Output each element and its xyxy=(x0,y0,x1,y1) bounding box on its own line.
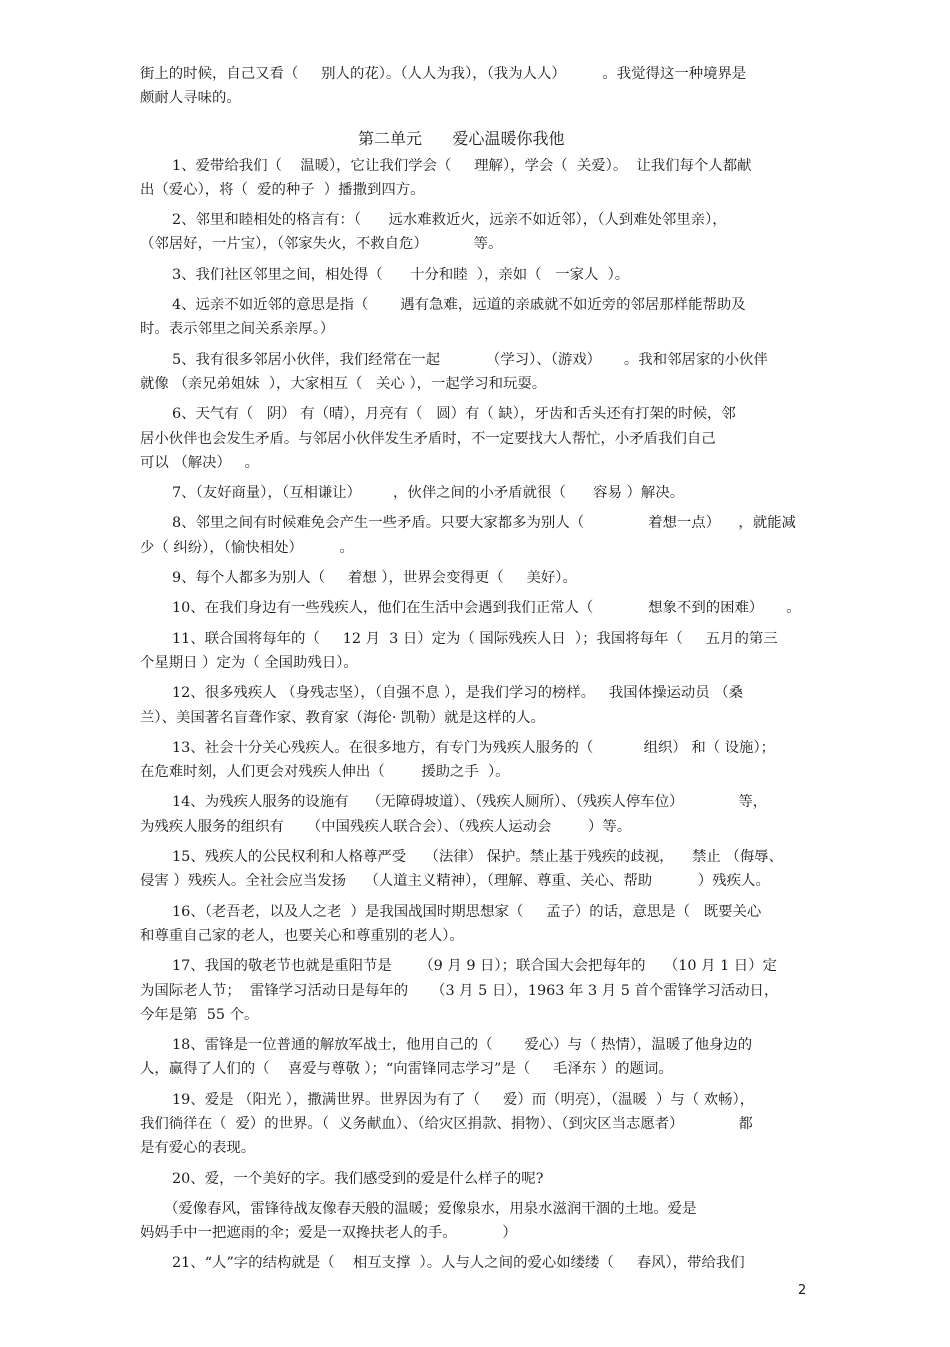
question-item xyxy=(140,566,812,590)
question-line: 18、雷锋是一位普通的解放军战士，他用自己的（ 爱心）与（ 热情），温暖了他身边的 xyxy=(172,1037,753,1054)
question-line: 21、“人”字的结构就是（ 相互支撑 ）。人与人之间的爱心如缕缕（ 春风），带给我们 xyxy=(172,1255,745,1272)
question-line: 9、每个人都多为别人（ 着想 ），世界会变得更（ 美好）。 xyxy=(172,570,577,587)
question-item xyxy=(140,348,812,397)
section-title: 第二单元 爱心温暖你我他 xyxy=(358,128,565,148)
question-line: 5、我有很多邻居小伙伴，我们经常在一起 （学习）、（游戏） 。我和邻居家的小伙伴 xyxy=(172,351,768,368)
question-line: 13、社会十分关心残疾人。在很多地方，有专门为残疾人服务的（ 组织） 和（ 设施）； xyxy=(172,739,776,756)
question-line: 为国际老人节； 雷锋学习活动日是每年的 （3 月 5 日），1963 年 3 月 5 首个雷锋学习活动日， xyxy=(140,982,779,999)
question-line: 兰）、美国著名盲聋作家、教育家（海伦· 凯勒）就是这样的人。 xyxy=(140,709,545,726)
question-line: 7、（友好商量），（互相谦让） ，伙伴之间的小矛盾就很（ 容易 ）解决。 xyxy=(172,485,685,502)
page-number: 2 xyxy=(798,1283,807,1298)
question-item xyxy=(140,208,812,257)
question-line: 居小伙伴也会发生矛盾。与邻居小伙伴发生矛盾时，不一定要找大人帮忙，小矛盾我们自己 xyxy=(140,430,716,447)
question-line: 14、为残疾人服务的设施有 （无障碍坡道）、（残疾人厕所）、（残疾人停车位） 等， xyxy=(172,794,768,811)
question-line: 10、在我们身边有一些残疾人，他们在生活中会遇到我们正常人（ 想象不到的困难） 。 xyxy=(172,600,801,617)
question-line: 是有爱心的表现。 xyxy=(140,1140,256,1157)
question-line: 1、爱带给我们（ 温暖），它让我们学会（ 理解），学会（ 关爱）。 让我们每个人都献 xyxy=(172,157,752,174)
question-item xyxy=(140,681,812,730)
question-item xyxy=(140,263,812,287)
question-line: 人，赢得了人们的（ 喜爱与尊敬 ）；“向雷锋同志学习”是（ 毛泽东 ）的题词。 xyxy=(140,1061,673,1078)
question-item xyxy=(140,596,812,620)
question-item xyxy=(140,1197,812,1246)
question-line: 为残疾人服务的组织有 （中国残疾人联合会）、（残疾人运动会 ）等。 xyxy=(140,818,632,835)
question-line: 在危难时刻，人们更会对残疾人伸出（ 援助之手 ）。 xyxy=(140,764,510,781)
question-line: （爱像春风，雷锋待战友像春天般的温暖；爱像泉水，用泉水滋润干涸的土地。爱是 xyxy=(164,1200,697,1217)
question-line: 时。表示邻里之间关系亲厚。） xyxy=(140,321,335,338)
question-item xyxy=(140,954,812,1027)
question-line: （邻居好，一片宝），（邻家失火，不救自危） 等。 xyxy=(140,236,503,253)
question-line: 就像 （亲兄弟姐妹 ），大家相互（ 关心 ），一起学习和玩耍。 xyxy=(140,375,547,392)
question-line: 和尊重自己家的老人，也要关心和尊重别的老人）。 xyxy=(140,927,464,944)
question-line: 妈妈手中一把遮雨的伞；爱是一双搀扶老人的手。 ） xyxy=(140,1225,517,1242)
question-item xyxy=(140,845,812,894)
question-item xyxy=(140,511,812,560)
question-line: 8、邻里之间有时候难免会产生一些矛盾。只要大家都多为别人（ 着想一点） ，就能减 xyxy=(172,515,796,532)
question-item xyxy=(140,1088,812,1161)
question-line: 12、很多残疾人 （身残志坚），（自强不息 ），是我们学习的榜样。 我国体操运动员 （桑 xyxy=(172,685,744,702)
question-item xyxy=(140,1251,812,1275)
question-line: 17、我国的敬老节也就是重阳节是 （9 月 9 日）；联合国大会把每年的 （10 月 1 日）定 xyxy=(172,958,777,975)
question-line: 11、联合国将每年的（ 12 月 3 日）定为（ 国际残疾人日 ）；我国将每年（ 五月的第三 xyxy=(172,630,778,647)
question-item xyxy=(140,736,812,785)
question-line: 2、邻里和睦相处的格言有：（ 远水难救近火，远亲不如近邻），（人到难处邻里亲）， xyxy=(172,212,727,229)
question-line: 3、我们社区邻里之间，相处得（ 十分和睦 ），亲如（ 一家人 ）。 xyxy=(172,266,630,283)
question-item xyxy=(140,154,812,203)
question-item xyxy=(140,481,812,505)
question-item xyxy=(140,402,812,475)
question-line: 19、爱是 （阳光 ），撒满世界。世界因为有了（ 爱）而（明亮），（温暖 ）与（ 欢畅）， xyxy=(172,1091,755,1108)
question-list xyxy=(140,154,812,1276)
question-item xyxy=(140,293,812,342)
question-item xyxy=(140,790,812,839)
question-item xyxy=(140,900,812,949)
question-line: 个星期日 ）定为（ 全国助残日）。 xyxy=(140,654,358,671)
question-line: 20、爱，一个美好的字。我们感受到的爱是什么样子的呢? xyxy=(172,1170,544,1187)
question-line: 6、天气有（ 阴） 有（晴），月亮有（ 圆）有（ 缺），牙齿和舌头还有打架的时候，邻 xyxy=(172,406,736,423)
question-line: 今年是第 55 个。 xyxy=(140,1006,259,1023)
question-line: 4、远亲不如近邻的意思是指（ 遇有急难，远道的亲戚就不如近旁的邻居那样能帮助及 xyxy=(172,297,746,314)
question-line: 少（ 纠纷），（愉快相处） 。 xyxy=(140,539,354,556)
question-item xyxy=(140,1033,812,1082)
question-item xyxy=(140,1167,812,1191)
question-line: 侵害 ）残疾人。全社会应当发扬 （人道主义精神），（理解、尊重、关心、帮助 ）残疾人。 xyxy=(140,873,770,890)
intro-line-2: 颇耐人寻味的。 xyxy=(140,90,241,107)
page-content xyxy=(140,62,812,1276)
question-line: 我们徜徉在（ 爱）的世界。（ 义务献血）、（给灾区捐款、捐物）、（到灾区当志愿者） 都 xyxy=(140,1115,753,1132)
question-line: 15、残疾人的公民权利和人格尊严受 （法律） 保护。禁止基于残疾的歧视， 禁止 （侮辱、 xyxy=(172,849,783,866)
intro-line-1: 街上的时候，自己又看（ 别人的花）。（人人为我），（我为人人） 。我觉得这一种境界是 xyxy=(140,66,747,82)
question-item xyxy=(140,627,812,676)
question-line: 出（爱心），将（ 爱的种子 ）播撒到四方。 xyxy=(140,181,425,198)
question-line: 16、（老吾老，以及人之老 ）是我国战国时期思想家（ 孟子）的话，意思是（ 既要关心 xyxy=(172,903,762,920)
question-line: 可以 （解决） 。 xyxy=(140,454,260,471)
